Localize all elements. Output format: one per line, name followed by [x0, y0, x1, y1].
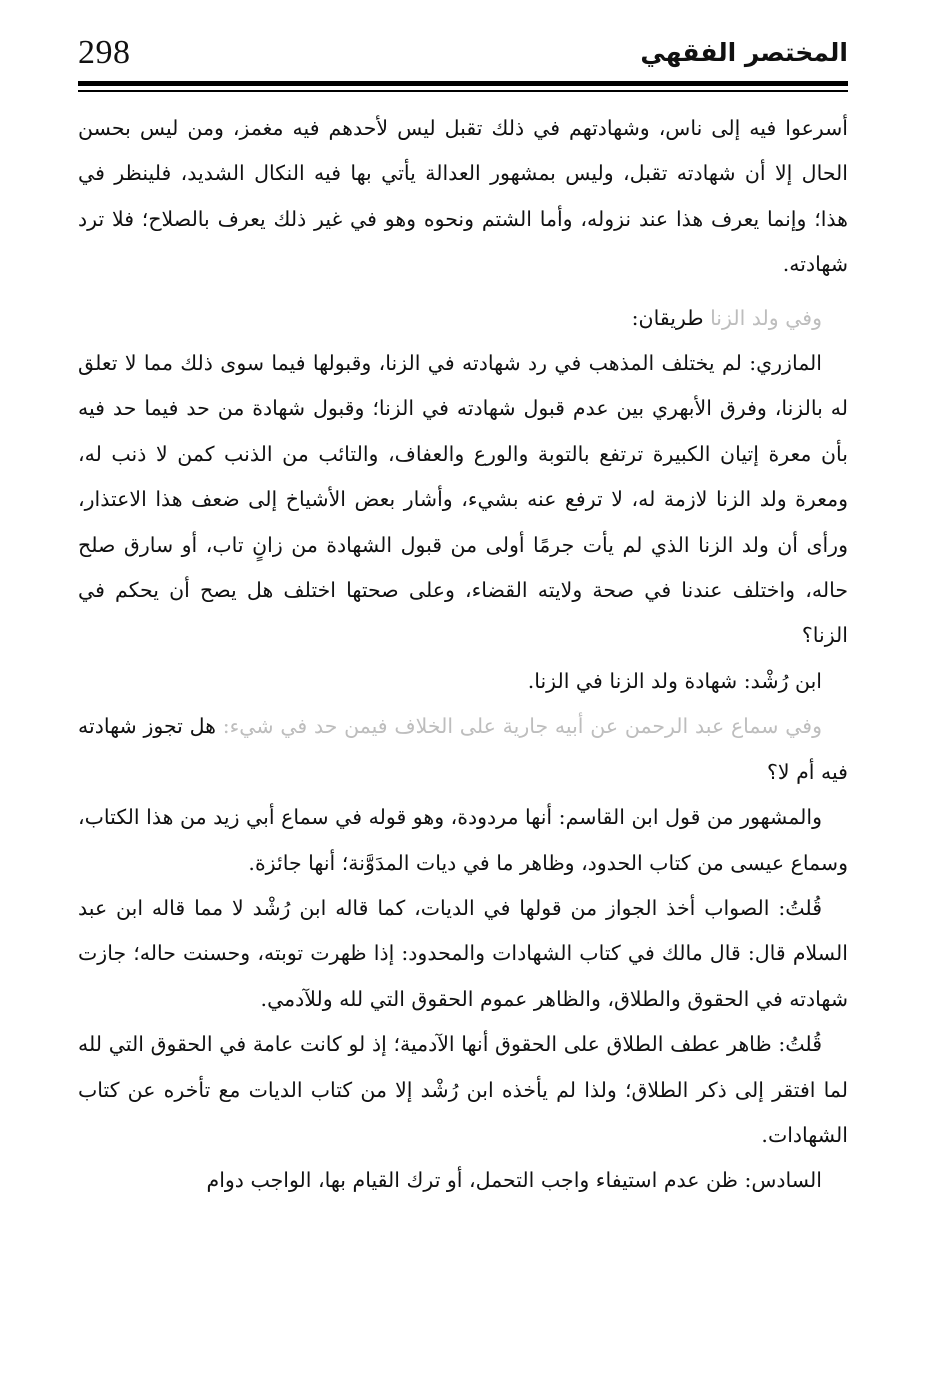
paragraph: [78, 795, 848, 886]
body-text: [78, 106, 848, 1204]
faded-text: وفي ولد الزنا: [710, 305, 822, 330]
paragraph: [78, 341, 848, 659]
running-title: المختصر الفقهي: [640, 38, 848, 67]
paragraph-text: هل تجوز شهادته فيه أم لا؟: [78, 714, 848, 784]
page-number: 298: [78, 34, 131, 71]
paragraph-text: قُلتُ: ظاهر عطف الطلاق على الحقوق أنها الآدمية؛ إذ لو كانت عامة في الحقوق التي لله لما افتقر إلى ذكر الطلاق؛ ولذا لم يأخذه ابن رُشْد إلا من كتاب الديات مع تأخره عن كتاب الشهادات.: [78, 1032, 848, 1147]
paragraph-text: والمشهور من قول ابن القاسم: أنها مردودة، وهو قوله في سماع أبي زيد من هذا الكتاب، وسماع عيسى من كتاب الحدود، وظاهر ما في ديات المدَوَّنة؛ أنها جائزة.: [78, 805, 848, 875]
paragraph: [78, 1158, 848, 1203]
page-header: [78, 28, 848, 78]
header-rule-thick: [78, 81, 848, 86]
paragraph: [78, 886, 848, 1022]
paragraph: [78, 106, 848, 288]
paragraph-text: السادس: ظن عدم استيفاء واجب التحمل، أو ترك القيام بها، الواجب دوام: [206, 1168, 822, 1193]
paragraph-text: طريقان:: [631, 305, 711, 330]
paragraph: [78, 659, 848, 704]
paragraph-text: قُلتُ: الصواب أخذ الجواز من قولها في الديات، كما قاله ابن رُشْد لا مما قاله ابن عبد السلام قال: قال مالك في كتاب الشهادات والمحدود: إذا ظهرت توبته، وحسنت حاله؛ جازت شهادته في الحقوق والطلاق، والظاهر عموم الحقوق التي لله وللآدمي.: [78, 895, 848, 1011]
paragraph: [78, 1022, 848, 1158]
paragraph-text: أسرعوا فيه إلى ناس، وشهادتهم في ذلك تقبل ليس لأحدهم فيه مغمز، ومن ليس بحسن الحال إلا أن شهادته تقبل، وليس بمشهور العدالة يأتي بها فيه النكال الشديد، فلينظر في هذا؛ وإنما يعرف هذا عند نزوله، وأما الشتم ونحوه وهو في غير ذلك يعرف بالصلاح؛ فلا ترد شهادته.: [78, 116, 849, 277]
paragraph-text: المازري: لم يختلف المذهب في رد شهادته في الزنا، وقبولها فيما سوى ذلك مما لا تعلق له بالزنا، وفرق الأبهري بين عدم قبول شهادته في الزنا؛ وقبول شهادة من حد فيما حد فيه بأن معرة إتيان الكبيرة ترتفع بالتوبة والورع والعفاف، والتائب من الذنب كمن لا ذنب له، ومعرة ولد الزنا لازمة له، لا ترفع عنه بشيء، وأشار بعض الأشياخ إلى ضعف هذا الاعتذار، ورأى أن ولد الزنا الذي لم يأت جرمًا أولى من قبول الشهادة من زانٍ تاب، أو سارق صلح حاله، واختلف عندنا في صحة ولايته القضاء، وعلى صحتها اختلف هل يصح أن يحكم في الزنا؟: [78, 351, 848, 648]
paragraph-text: ابن رُشْد: شهادة ولد الزنا في الزنا.: [527, 668, 822, 693]
paragraph: [78, 704, 848, 795]
header-rule-thin: [78, 90, 848, 92]
faded-text: وفي سماع عبد الرحمن عن أبيه جارية على الخلاف فيمن حد في شيء:: [222, 714, 822, 739]
paragraph: [78, 296, 848, 341]
